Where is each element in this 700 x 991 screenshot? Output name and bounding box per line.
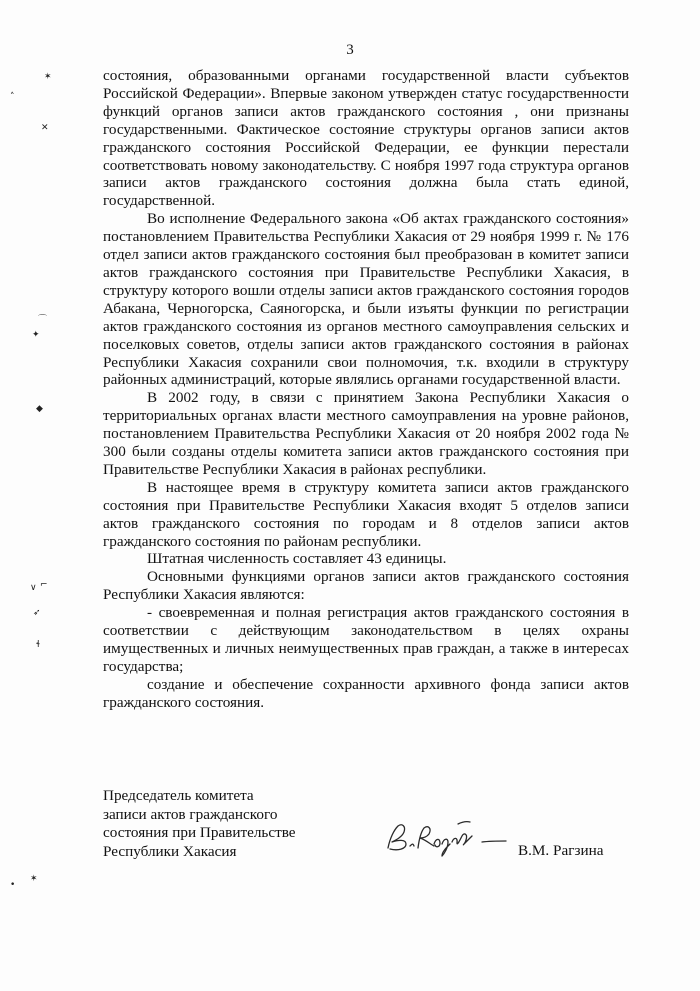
paragraph-6: Основными функциями органов записи актов гражданского состояния Республики Хакасия являются: xyxy=(103,568,629,604)
scan-speck: ɬ xyxy=(36,640,41,650)
signatory-title xyxy=(103,787,296,861)
signatory-title-line: Председатель комитета xyxy=(103,787,254,804)
paragraph-7: - своевременная и полная регистрация актов гражданского состояния в соответствии с действующим законодательством в целях охраны имущественных и личных неимущественных прав граждан, а также в интересах государства; xyxy=(103,604,629,675)
signatory-title-line: Республики Хакасия xyxy=(103,842,237,860)
signatory-title-line: состояния при Правительстве xyxy=(103,824,296,841)
paragraph-2: Во исполнение Федерального закона «Об актах гражданского состояния» постановлением Правительства Республики Хакасия от 29 ноября 1999 г. № 176 отдел записи актов гражданского состояния был преобразован в комитет записи актов гражданского состояния при Правительстве Республики Хакасия, в структуру которого вошли отделы записи актов гражданского состояния городов Абакана, Черногорска, Саяногорска, и были изъяты функции по регистрации актов гражданского состояния из органов местного самоуправления сельских и поселковых советов, отделы записи актов гражданского состояния в районах Республики Хакасия сохранили свои полномочия, т.к. входили в структуру районных администраций, которые являлись органами государственной власти. xyxy=(103,210,629,389)
handwritten-signature xyxy=(382,810,512,860)
scan-speck: ✶ xyxy=(44,72,52,82)
scan-speck: ◆ xyxy=(36,404,43,414)
document-body xyxy=(103,67,629,712)
scan-speck: ∨ xyxy=(30,583,37,593)
paragraph-4: В настоящее время в структуру комитета записи актов гражданского состояния при Правительстве Республики Хакасия входят 5 отделов записи актов гражданского состояния по городам и 8 отделов записи актов гражданского состояния по районам республики. xyxy=(103,478,629,550)
scan-speck: ➶ xyxy=(33,608,41,618)
scan-speck: ✕ xyxy=(41,123,49,133)
paragraph-1: состояния, образованными органами государственной власти субъектов Российской Федерации». Впервые законом утвержден статус государственности функций органов записи актов гражданского состояния , они признаны государственными. Фактическое состояние структуры органов записи актов гражданского состояния Российской Федерации, ее функции перестали соответствовать новому законодательству. С ноября 1997 года структура органов записи актов гражданского состояния должна была стать единой, государственной. xyxy=(103,67,629,210)
paragraph-3: В 2002 году, в связи с принятием Закона Республики Хакасия о территориальных органах власти местного самоуправления на уровне районов, постановлением Правительства Республики Хакасия от 20 ноября 2002 года № 300 были созданы отделы комитета записи актов гражданского состояния при Правительстве Республики Хакасия в районах республики. xyxy=(103,389,629,478)
paragraph-5: Штатная численность составляет 43 единицы. xyxy=(147,550,447,568)
signatory-title-line: записи актов гражданского xyxy=(103,805,278,823)
paragraph-8: создание и обеспечение сохранности архивного фонда записи актов гражданского состояния. xyxy=(103,675,629,711)
scan-speck: ✦ xyxy=(32,330,40,340)
scan-speck: • xyxy=(10,880,16,890)
scan-speck: ⌐ xyxy=(40,580,48,590)
scan-speck: ⌒ xyxy=(38,315,48,325)
page-number: 3 xyxy=(346,42,354,58)
signer-name: В.М. Рагзина xyxy=(518,842,604,859)
scan-speck: ˄ xyxy=(10,92,15,102)
scan-speck: ✶ xyxy=(30,874,38,884)
